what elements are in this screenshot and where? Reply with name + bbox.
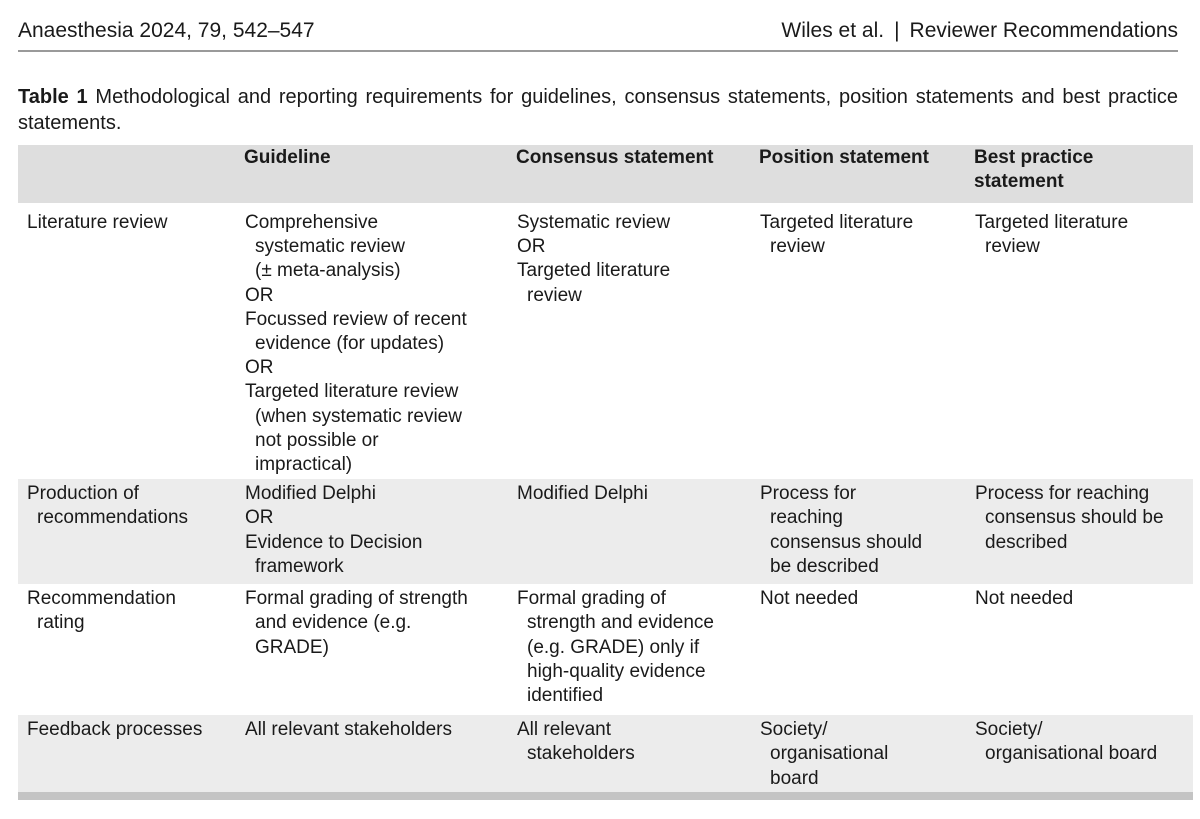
table-label: Table 1 xyxy=(18,86,88,108)
cell-line: stakeholders xyxy=(527,743,635,765)
column-header-guideline: Guideline xyxy=(236,145,508,203)
column-header-position-statement: Position statement xyxy=(751,145,966,203)
row-label-feedback-processes xyxy=(18,715,236,795)
cell-line: board xyxy=(770,767,819,789)
cell-guideline xyxy=(236,479,508,584)
cell-line: OR xyxy=(245,284,274,306)
table-caption xyxy=(18,84,1178,136)
cell-line: Feedback processes xyxy=(27,719,203,741)
cell-line: All relevant stakeholders xyxy=(245,719,452,741)
cell-line: Formal grading of xyxy=(517,588,666,610)
cell-best-practice-statement xyxy=(966,584,1193,715)
cell-position-statement xyxy=(751,584,966,715)
cell-best-practice-statement xyxy=(966,715,1193,795)
cell-line: high-quality evidence xyxy=(527,660,706,682)
running-header xyxy=(18,14,1178,52)
journal-citation: Anaesthesia 2024, 79, 542–547 xyxy=(18,19,315,42)
cell-line: Focussed review of recent xyxy=(245,308,467,330)
cell-line: systematic review xyxy=(255,236,405,258)
cell-line: Systematic review xyxy=(517,212,671,233)
cell-consensus-statement xyxy=(508,584,751,715)
cell-line: and evidence (e.g. xyxy=(255,612,412,634)
cell-guideline xyxy=(236,715,508,795)
cell-line: Not needed xyxy=(760,588,859,610)
table-row xyxy=(18,203,1193,479)
cell-line: reaching xyxy=(770,507,843,529)
cell-line: Modified Delphi xyxy=(245,483,376,505)
cell-line: consensus should be xyxy=(985,507,1164,529)
cell-line: impractical) xyxy=(255,454,353,476)
table-row xyxy=(18,584,1193,715)
cell-guideline xyxy=(236,203,508,479)
cell-line: OR xyxy=(245,357,274,379)
table-row xyxy=(18,715,1193,795)
column-header-consensus-statement: Consensus statement xyxy=(508,145,751,203)
section-title: Reviewer Recommendations xyxy=(909,19,1178,42)
cell-line: review xyxy=(527,284,582,306)
cell-line: be described xyxy=(770,555,879,577)
requirements-table xyxy=(18,145,1193,795)
cell-line: Targeted literature review xyxy=(245,381,459,403)
cell-line: Targeted literature xyxy=(760,212,914,233)
cell-consensus-statement xyxy=(508,203,751,479)
cell-line: GRADE) xyxy=(255,636,329,658)
cell-line: Targeted literature xyxy=(975,212,1129,233)
cell-line: (± meta-analysis) xyxy=(255,260,401,282)
cell-line: (when systematic review xyxy=(255,405,462,427)
row-label-literature-review xyxy=(18,203,236,479)
table-row xyxy=(18,479,1193,584)
cell-line: identified xyxy=(527,685,604,707)
cell-position-statement xyxy=(751,203,966,479)
cell-best-practice-statement xyxy=(966,203,1193,479)
table-bottom-rule xyxy=(18,792,1193,800)
cell-line: Formal grading of strength xyxy=(245,588,468,610)
cell-line: Not needed xyxy=(975,588,1074,610)
author-names: Wiles et al. xyxy=(781,19,885,42)
cell-line: Society/ xyxy=(975,719,1043,741)
cell-line: not possible or xyxy=(255,429,379,451)
cell-line: review xyxy=(985,236,1040,258)
cell-line: organisational xyxy=(770,743,889,765)
column-header-criterion xyxy=(18,145,236,203)
cell-line: rating xyxy=(37,612,85,634)
cell-line: organisational board xyxy=(985,743,1158,765)
cell-line: consensus should xyxy=(770,531,923,553)
header-right xyxy=(781,14,1178,48)
cell-line: Process for reaching xyxy=(975,483,1150,505)
cell-line: Modified Delphi xyxy=(517,483,648,505)
cell-line: All relevant xyxy=(517,719,611,741)
cell-line: recommendations xyxy=(37,507,189,529)
cell-line: Society/ xyxy=(760,719,828,741)
cell-line: Comprehensive xyxy=(245,212,379,233)
cell-line: Recommendation xyxy=(27,588,176,610)
cell-line: evidence (for updates) xyxy=(255,333,445,355)
cell-consensus-statement xyxy=(508,479,751,584)
cell-consensus-statement xyxy=(508,715,751,795)
cell-line: strength and evidence xyxy=(527,612,714,634)
cell-line: framework xyxy=(255,555,344,577)
column-header-best-practice-statement: Best practice statement xyxy=(966,145,1193,203)
row-label-recommendation-rating xyxy=(18,584,236,715)
cell-line: Literature review xyxy=(27,212,168,233)
row-label-production-of-recommendations xyxy=(18,479,236,584)
cell-guideline xyxy=(236,584,508,715)
table-header-row xyxy=(18,145,1193,203)
table-caption-text: Methodological and reporting requirements for guidelines, consensus statements, position statements and best practice statements. xyxy=(18,86,1178,134)
cell-line: OR xyxy=(245,507,274,529)
cell-position-statement xyxy=(751,479,966,584)
cell-line: Process for xyxy=(760,483,857,505)
cell-line: Production of xyxy=(27,483,139,505)
cell-line: (e.g. GRADE) only if xyxy=(527,636,700,658)
cell-line: described xyxy=(985,531,1068,553)
cell-line: Targeted literature xyxy=(517,260,671,282)
cell-best-practice-statement xyxy=(966,479,1193,584)
cell-position-statement xyxy=(751,715,966,795)
cell-line: Evidence to Decision xyxy=(245,531,423,553)
cell-line: review xyxy=(770,236,825,258)
cell-line: OR xyxy=(517,236,546,258)
header-separator: | xyxy=(894,19,900,42)
